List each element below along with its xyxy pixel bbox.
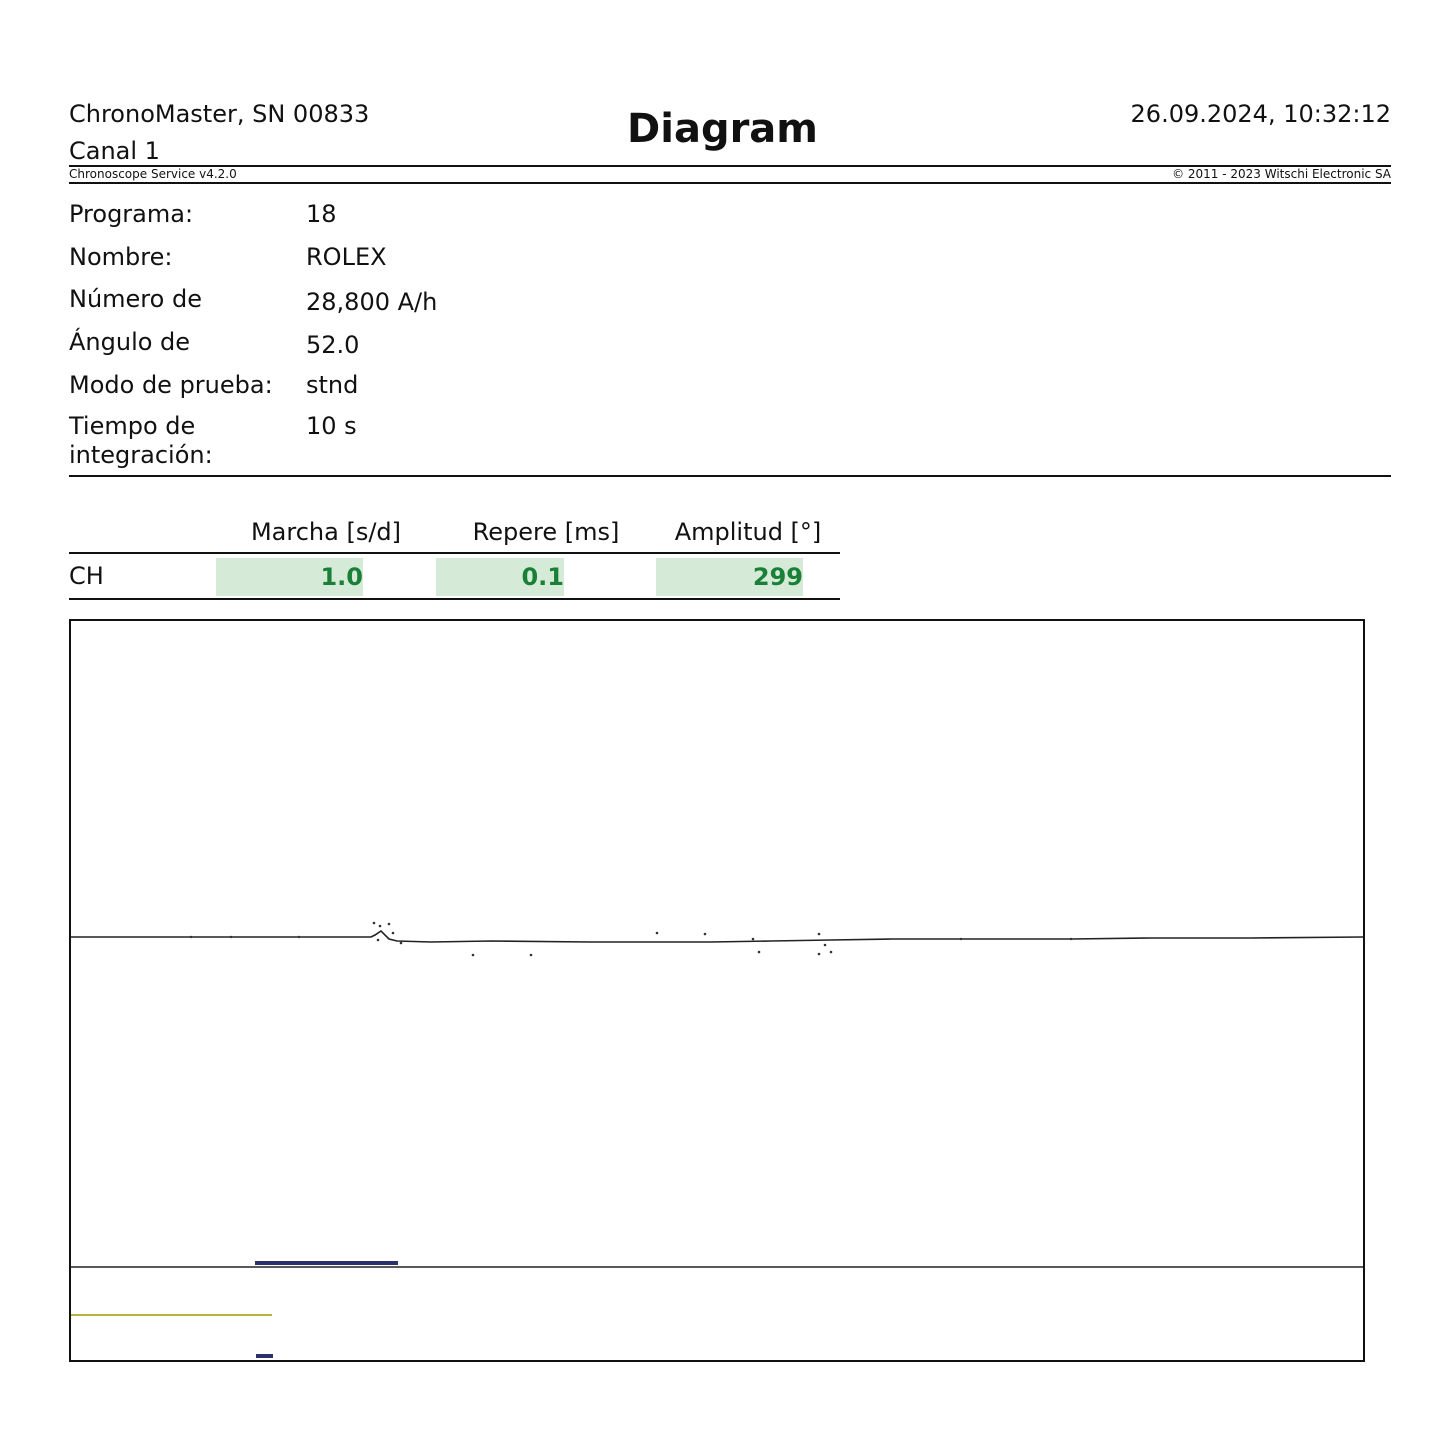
column-header-amplitud: Amplitud [°]	[656, 512, 840, 553]
copyright: © 2011 - 2023 Witschi Electronic SA	[1172, 167, 1391, 181]
channel-label: Canal 1	[69, 137, 160, 165]
measurement-table	[69, 512, 840, 600]
column-header-repere: Repere [ms]	[436, 512, 656, 553]
info-row-modo	[69, 371, 437, 412]
info-label: Ángulo de	[69, 328, 191, 356]
info-row-tiempo	[69, 412, 437, 470]
info-rule	[69, 475, 1391, 477]
amplitud-cell	[656, 553, 840, 599]
header-datetime: 26.09.2024, 10:32:12	[1130, 100, 1391, 128]
info-label: Modo de prueba:	[69, 371, 273, 399]
marcha-value: 1.0	[216, 558, 363, 596]
info-value: 28,800 A/h	[306, 288, 438, 316]
header-rule-bottom	[69, 182, 1391, 184]
info-label: Número de	[69, 285, 202, 313]
info-value: 52.0	[306, 331, 360, 359]
segment-bar-lower	[256, 1354, 273, 1358]
rate-trace-segment-1	[71, 931, 1363, 942]
info-block	[69, 200, 437, 470]
column-header-marcha: Marcha [s/d]	[216, 512, 436, 553]
info-label: Tiempo de integración:	[69, 412, 213, 469]
software-version: Chronoscope Service v4.2.0	[69, 167, 237, 181]
info-value: stnd	[306, 371, 359, 399]
repere-cell	[436, 553, 656, 599]
info-row-angulo	[69, 328, 437, 371]
timing-diagram	[69, 619, 1365, 1362]
info-label: Programa:	[69, 200, 194, 228]
segment-bar-upper	[255, 1261, 398, 1265]
measurement-row	[69, 553, 840, 599]
timing-diagram-plot	[71, 621, 1363, 1360]
info-value: 10 s	[306, 412, 357, 440]
info-row-nombre	[69, 243, 437, 285]
info-row-numero	[69, 285, 437, 328]
amplitud-value: 299	[656, 558, 803, 596]
repere-value: 0.1	[436, 558, 564, 596]
marcha-cell	[216, 553, 436, 599]
info-row-programa	[69, 200, 437, 243]
info-value: ROLEX	[306, 243, 387, 271]
measurement-header-row	[69, 512, 840, 553]
info-label: Nombre:	[69, 243, 173, 271]
page-title: Diagram	[627, 106, 818, 152]
info-value: 18	[306, 200, 337, 228]
row-label-header	[69, 512, 216, 553]
device-name: ChronoMaster, SN 00833	[69, 100, 370, 128]
row-label: CH	[69, 553, 216, 599]
